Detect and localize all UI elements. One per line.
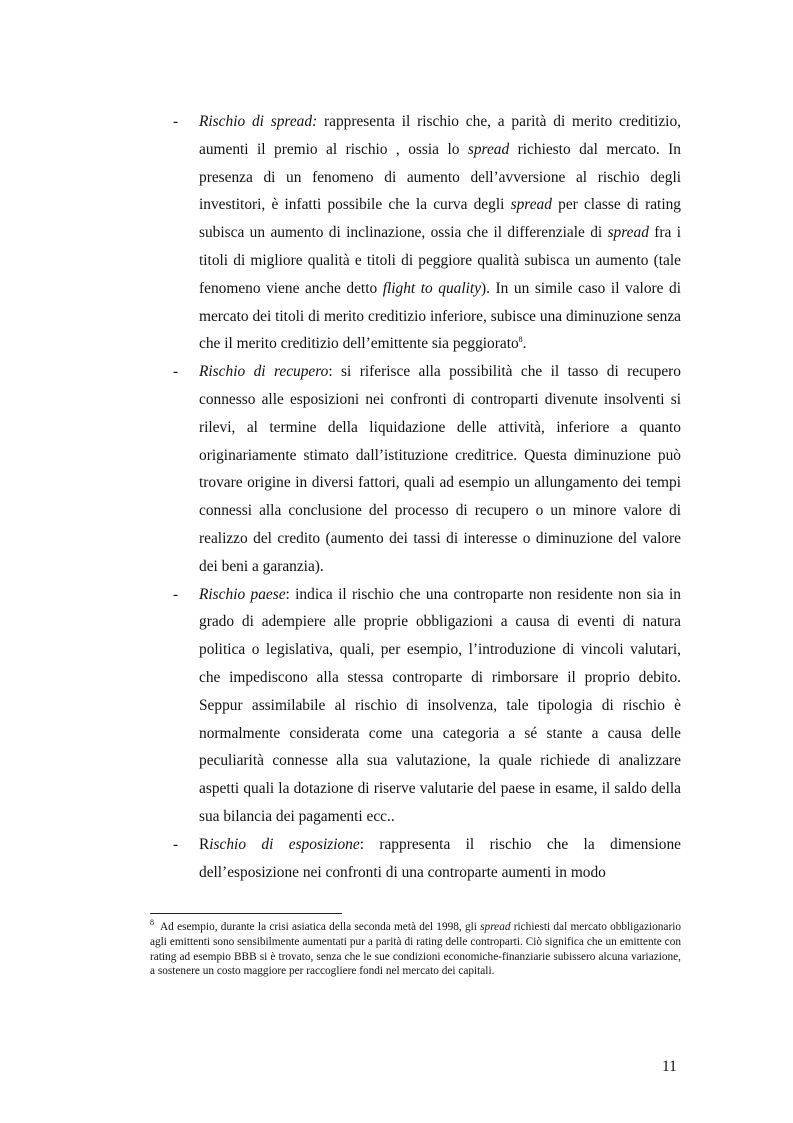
- bullet-dash: -: [173, 585, 179, 603]
- term: spread: [607, 224, 649, 242]
- bullet-dash: -: [173, 835, 179, 853]
- term: spread: [480, 921, 511, 933]
- list-item-rischio-di-spread: [173, 108, 681, 358]
- bullet-text: [199, 358, 681, 580]
- term: flight to quality: [382, 279, 482, 297]
- footnote-marker: 8: [150, 918, 154, 927]
- text-run: richiesto dal mercato. In presenza di un fenomeno di aumento dell’avversione al rischio degli investitori, è infatti possibile che la curva degli: [199, 140, 682, 214]
- list-item-rischio-di-recupero: [173, 358, 681, 580]
- bullet-text: [199, 108, 681, 358]
- bullet-dash: -: [173, 363, 179, 381]
- risk-list: [173, 108, 681, 886]
- list-item-rischio-di-esposizione: [173, 831, 681, 887]
- term: ischio di esposizione: [209, 835, 360, 853]
- footnote: [150, 920, 681, 979]
- bullet-text: [199, 581, 681, 831]
- text-run: fra i titoli di migliore qualità e titoli di peggiore qualità subisca un aumento (tale fenomeno viene anche detto: [199, 224, 681, 297]
- bullet-dash: -: [173, 113, 179, 130]
- text-run: : si riferisce alla possibilità che il tasso di recupero connesso alle esposizioni nei confronti di controparti divenute insolventi si rilevi, al termine della liquidazione delle attività, inferiore a quanto originariamente stimato dall’istituzione creditrice. Questa diminuzione può trovare origine in diversi fattori, quali ad esempio un allungamento dei tempi connessi alla conclusione del processo di recupero o un minore valore di realizzo del credito (aumento dei tassi di interesse o diminuzione del valore dei beni a garanzia).: [199, 363, 681, 575]
- text-run: rappresenta il rischio che, a parità di merito creditizio, aumenti il premio al rischio , ossia lo: [199, 113, 681, 158]
- bullet-text: [199, 831, 681, 887]
- footnote-separator: [150, 913, 342, 914]
- term: spread: [467, 140, 510, 158]
- term: Rischio paese: [199, 585, 286, 603]
- term: spread: [510, 196, 552, 214]
- text-run: per classe di rating subisca un aumento di inclinazione, ossia che il differenziale di: [199, 196, 681, 242]
- text-run: : rappresenta il rischio che la dimensione dell’esposizione nei confronti di una controparte aumenti in modo: [199, 835, 681, 881]
- text-run: .: [522, 335, 527, 353]
- term: Rischio di recupero: [199, 363, 329, 381]
- text-run: ). In un simile caso il valore di mercato dei titoli di merito creditizio inferiore, subisce una diminuzione senza che il merito creditizio dell’emittente sia peggiorato: [199, 279, 681, 353]
- text-run: Ad esempio, durante la crisi asiatica della seconda metà del 1998, gli: [160, 921, 481, 933]
- text-run: : indica il rischio che una controparte non residente non sia in grado di adempiere alle proprie obbligazioni a causa di eventi di natura politica o legislativa, quali, per esempio, l’introduzione di vincoli valutari, che impediscono alla stessa controparte di rimborsare il proprio debito. Seppur assimilabile al rischio di insolvenza, tale tipologia di rischio è normalmente considerata come una categoria a sé stante a causa delle peculiarità connesse alla sua valutazione, la quale richiede di analizzare aspetti quali la dotazione di riserve valutarie del paese in esame, il saldo della sua bilancia dei pagamenti ecc..: [199, 585, 681, 825]
- list-item-rischio-paese: [173, 581, 681, 831]
- text-run: richiesti dal mercato obbligazionario agli emittenti sono sensibilmente aumentati pur a parità di rating delle controparti. Ciò significa che un emittente con rating ad esempio BBB si è trovato, senza che le sue condizioni economiche-finanziarie subissero alcuna variazione, a sostenere un costo maggiore per raccogliere fondi nel mercato dei capitali.: [150, 921, 681, 978]
- footnote-reference: 8: [518, 335, 523, 345]
- page-number: 11: [662, 1058, 677, 1075]
- term: Rischio di spread:: [199, 113, 318, 130]
- text-run: R: [199, 835, 210, 853]
